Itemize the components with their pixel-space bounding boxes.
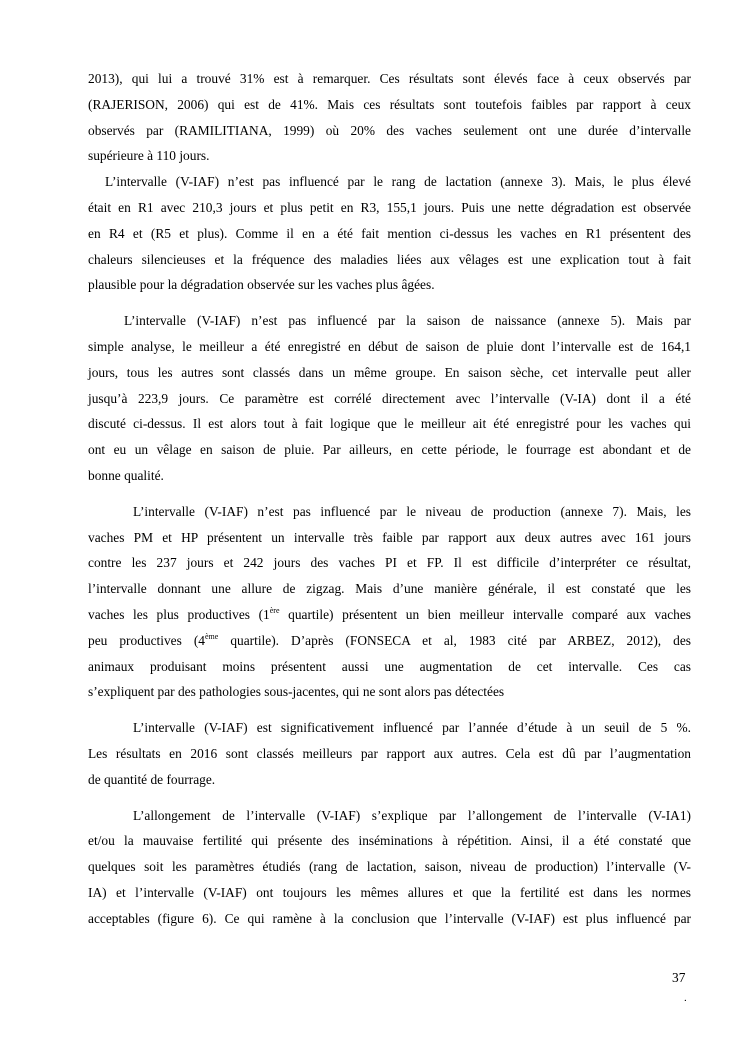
text-line: supérieure à 110 jours. <box>88 148 210 164</box>
text-line: observés par (RAMILITIANA, 1999) où 20% des vaches seulement ont une durée d’intervalle <box>88 122 691 138</box>
text-line: chaleurs silencieuses et la fréquence des maladies liées aux vêlages est une explication tout à fait <box>88 251 691 267</box>
page-number: 37 <box>672 970 686 985</box>
paragraph-6 <box>88 803 691 932</box>
paragraph-2 <box>88 169 691 298</box>
paragraph-4 <box>88 499 691 705</box>
text-line: l’intervalle donnant une allure de zigzag. Mais d’une manière générale, il est constaté que les <box>88 581 691 597</box>
text-line: L’intervalle (V-IAF) n’est pas influencé par la saison de naissance (annexe 5). Mais par <box>124 313 691 329</box>
text-line: animaux produisant moins présentent aussi une augmentation de cet intervalle. Ces cas <box>88 658 691 674</box>
text-line: ont eu un vêlage en saison de pluie. Par ailleurs, en cette période, le fourrage est abondant et de <box>88 442 691 458</box>
text-segment: quartile). D’après (FONSECA et al, 1983 cité par ARBEZ, 2012), des <box>218 632 691 648</box>
text-line: et/ou la mauvaise fertilité qui présente des inséminations à répétition. Ainsi, il a été constaté que <box>88 833 691 849</box>
text-line: s’expliquent par des pathologies sous-jacentes, qui ne sont alors pas détectées <box>88 684 505 700</box>
ordinal-superscript: ère <box>269 605 280 615</box>
text-line <box>88 628 691 654</box>
paragraph-1 <box>88 66 691 169</box>
text-line: L’intervalle (V-IAF) n’est pas influencé par le rang de lactation (annexe 3). Mais, le plus élevé <box>105 174 691 190</box>
text-line <box>88 602 691 628</box>
text-line: jusqu’à 223,9 jours. Ce paramètre est corrélé directement avec l’intervalle (V-IA) dont il a été <box>88 390 691 406</box>
paragraph-3 <box>88 308 691 489</box>
text-line: de quantité de fourrage. <box>88 771 216 787</box>
text-line: était en R1 avec 210,3 jours et plus petit en R3, 155,1 jours. Puis une nette dégradation est observée <box>88 199 691 215</box>
text-line: acceptables (figure 6). Ce qui ramène à la conclusion que l’intervalle (V-IAF) est plus influencé par <box>88 910 691 926</box>
text-line: IA) et l’intervalle (V-IAF) ont toujours les mêmes allures et que la fertilité est dans les normes <box>88 884 691 900</box>
text-line: quelques soit les paramètres étudiés (rang de lactation, saison, niveau de production) l’intervalle (V- <box>88 859 691 875</box>
ordinal-superscript: ème <box>204 631 219 641</box>
text-line: (RAJERISON, 2006) qui est de 41%. Mais ces résultats sont toutefois faibles par rapport à ceux <box>88 96 691 112</box>
text-line: L’intervalle (V-IAF) n’est pas influencé par le niveau de production (annexe 7). Mais, les <box>133 503 691 519</box>
text-line: vaches PM et HP présentent un intervalle très faible par rapport aux deux autres avec 161 jours <box>88 529 691 545</box>
text-line: 2013), qui lui a trouvé 31% est à remarquer. Ces résultats sont élevés face à ceux observés par <box>88 71 691 86</box>
text-segment: vaches les plus productives (1 <box>88 606 270 622</box>
page-footer-dot: . <box>684 992 687 1004</box>
text-line: en R4 et (R5 et plus). Comme il en a été fait mention ci-dessus les vaches en R1 présentent des <box>88 225 691 241</box>
text-line: L’intervalle (V-IAF) est significativement influencé par l’année d’étude à un seuil de 5 %. <box>133 720 691 736</box>
text-line: discuté ci-dessus. Il est alors tout à fait logique que le meilleur ait été enregistré pour les vaches qui <box>88 416 691 432</box>
text-segment: peu productives (4 <box>88 632 205 648</box>
text-line: simple analyse, le meilleur a été enregistré en début de saison de pluie dont l’intervalle est de 164,1 <box>88 338 691 354</box>
text-segment: quartile) présentent un bien meilleur intervalle comparé aux vaches <box>279 606 691 622</box>
text-line: plausible pour la dégradation observée sur les vaches plus âgées. <box>88 277 435 293</box>
document-body <box>88 66 691 932</box>
paragraph-5 <box>88 715 691 792</box>
text-line: contre les 237 jours et 242 jours des vaches PI et FP. Il est difficile d’interpréter ce résultat, <box>88 555 691 571</box>
text-line: bonne qualité. <box>88 467 164 483</box>
text-line: L’allongement de l’intervalle (V-IAF) s’explique par l’allongement de l’intervalle (V-IA1) <box>133 807 691 823</box>
text-line: jours, tous les autres sont classés dans un même groupe. En saison sèche, cet intervalle peut aller <box>88 364 691 380</box>
text-line: Les résultats en 2016 sont classés meilleurs par rapport aux autres. Cela est dû par l’augmentation <box>88 745 691 761</box>
